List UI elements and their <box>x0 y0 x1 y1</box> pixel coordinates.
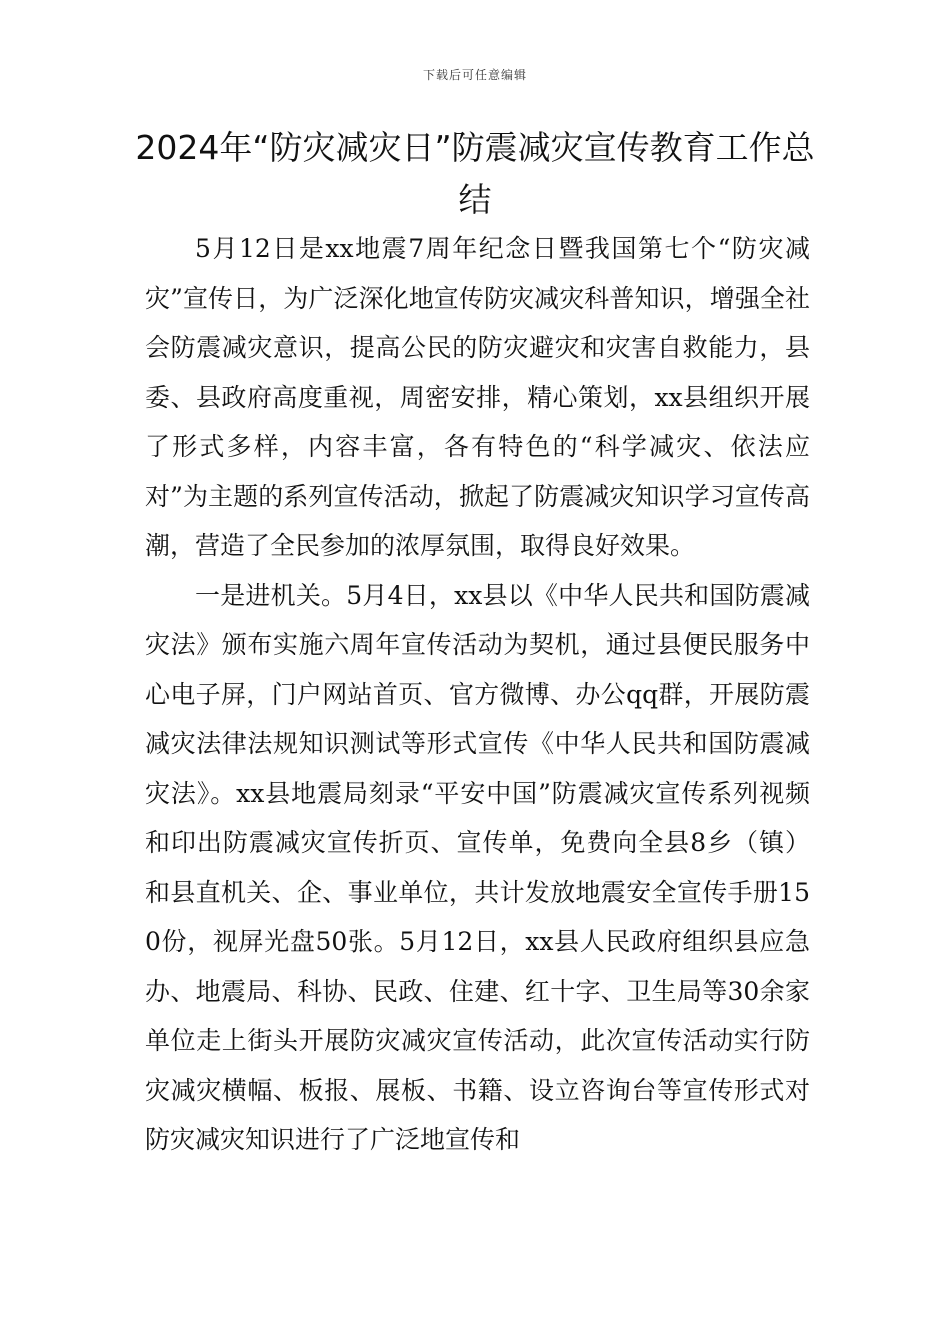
document-title: 2024年“防灾减灾日”防震减灾宣传教育工作总结 <box>135 128 815 219</box>
document-body <box>145 224 810 1165</box>
paragraph-government-agencies: 一是进机关。5月4日，xx县以《中华人民共和国防震减灾法》颁布实施六周年宣传活动为契机，通过县便民服务中心电子屏，门户网站首页、官方微博、办公qq群，开展防震减灾法律法规知识测试等形式宣传《中华人民共和国防震减灾法》。xx县地震局刻录“平安中国”防震减灾宣传系列视频和印出防震减灾宣传折页、宣传单，免费向全县8乡（镇）和县直机关、企、事业单位，共计发放地震安全宣传手册150份，视屏光盘50张。5月12日，xx县人民政府组织县应急办、地震局、科协、民政、住建、红十字、卫生局等30余家单位走上街头开展防灾减灾宣传活动，此次宣传活动实行防灾减灾横幅、板报、展板、书籍、设立咨询台等宣传形式对防灾减灾知识进行了广泛地宣传和 <box>145 580 810 1154</box>
paragraph-intro: 5月12日是xx地震7周年纪念日暨我国第七个“防灾减灾”宣传日，为广泛深化地宣传防灾减灾科普知识，增强全社会防震减灾意识，提高公民的防灾避灾和灾害自救能力，县委、县政府高度重视，周密安排，精心策划，xx县组织开展了形式多样，内容丰富，各有特色的“科学减灾、依法应对”为主题的系列宣传活动，掀起了防震减灾知识学习宣传高潮，营造了全民参加的浓厚氛围，取得良好效果。 <box>145 234 810 560</box>
header-note: 下载后可任意编辑 <box>422 68 527 82</box>
